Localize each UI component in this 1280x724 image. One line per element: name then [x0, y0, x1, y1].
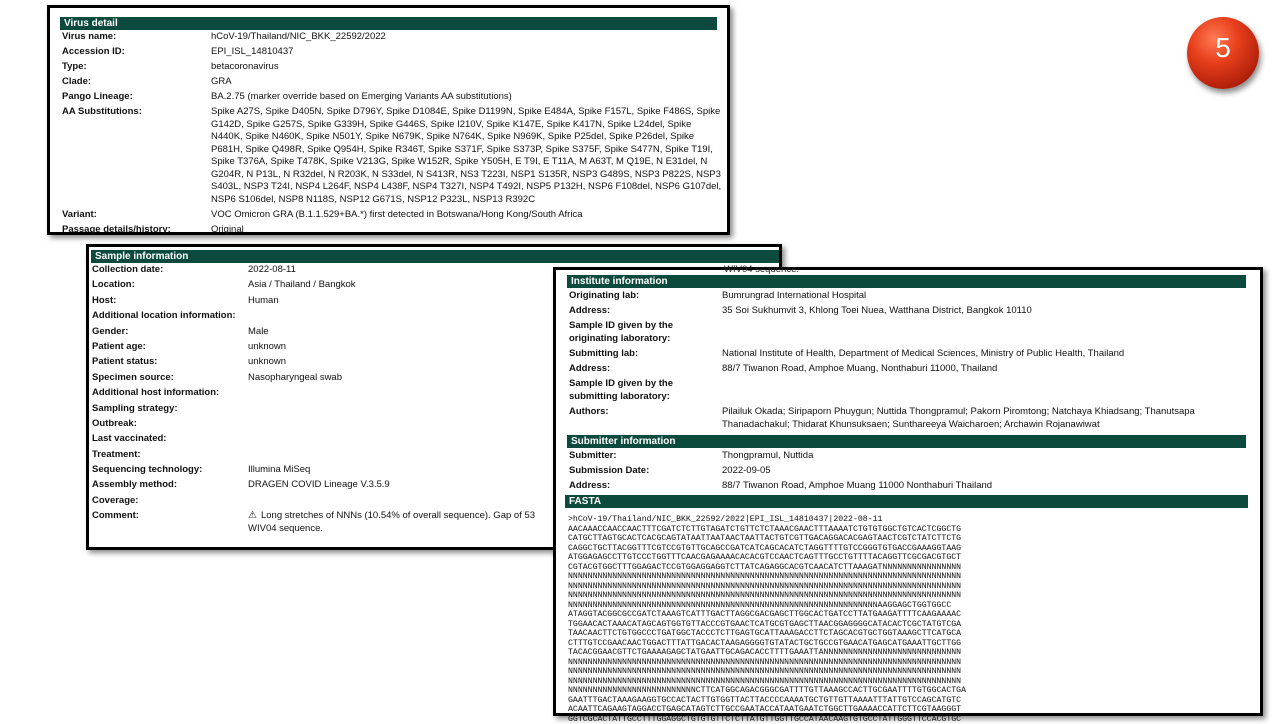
table-row: [569, 465, 1247, 480]
row-label: Additional host information:: [92, 387, 220, 399]
row-label: Submitter:: [569, 449, 617, 461]
row-value: EPI_ISL_14810437: [211, 46, 294, 57]
sequence-line: NNNNNNNNNNNNNNNNNNNNNNNNNNNNNNNNNNNNNNNNNNNNNNNNNNNNNNNNNNNNNNNNNNNNNNNNNNNNNNNN: [568, 676, 962, 686]
row-label: Collection date:: [92, 264, 164, 275]
row-value: unknown: [248, 340, 287, 352]
sequence-line: NNNNNNNNNNNNNNNNNNNNNNNNNNCTTCATGGCAGACGGGCGATTTTGTTAAAGCCACTTGCGAATTTTGTGGCACTGA: [568, 686, 966, 696]
institute-panel: [553, 264, 1263, 724]
row-value: 35 Soi Sukhumvit 3, Khlong Toei Nuea, Watthana District, Bangkok 10110: [722, 305, 1032, 317]
table-row: [569, 305, 1247, 320]
comment-text: Long stretches of NNNs (10.54% of overall sequence). Gap of 53: [260, 510, 536, 522]
sequence-line: CATGCTTAGTGCACTCACGCAGTATAATTAATAACTAATTACTGTCGTTGACAGGACACGAGTAACTCGTCTATCTTCTG: [568, 534, 962, 544]
virus-detail-table: [62, 31, 723, 239]
sequence-line: NNNNNNNNNNNNNNNNNNNNNNNNNNNNNNNNNNNNNNNNNNNNNNNNNNNNNNNNNNNNNNNNNNNNNNNNNNNNNNNN: [568, 581, 962, 591]
row-label: Submitting lab:: [569, 348, 639, 360]
table-row: [62, 224, 723, 239]
row-label: Assembly method:: [92, 479, 177, 491]
sequence-line: TACACGGAACGTTCTGAAAAGAGCTATGAATTGCAGACACCTTTTGAAATTANNNNNNNNNNNNNNNNNNNNNNNNNNNN: [568, 648, 962, 658]
row-value: 2022-08-11: [248, 264, 296, 275]
row-label: Authors:: [569, 406, 609, 418]
table-row: [569, 378, 1247, 406]
sequence-line: NNNNNNNNNNNNNNNNNNNNNNNNNNNNNNNNNNNNNNNNNNNNNNNNNNNNNNNNNNNNNNNNNNNNNNNNNNNNNNNN: [568, 657, 962, 667]
row-label: Submission Date:: [569, 465, 650, 476]
row-value: betacoronavirus: [211, 61, 279, 72]
sequence-line: NNNNNNNNNNNNNNNNNNNNNNNNNNNNNNNNNNNNNNNNNNNNNNNNNNNNNNNNNNNNNNNNNNNNNNNNNNNNNNNN: [568, 572, 962, 582]
fasta-header: FASTA: [565, 495, 1248, 508]
sample-information-header: Sample information: [91, 250, 779, 263]
row-value: BA.2.75 (marker override based on Emerging Variants AA substitutions): [211, 91, 512, 102]
submitter-information-header: Submitter information: [567, 435, 1246, 448]
row-label: Sample ID given by the originating laboratory:: [569, 320, 673, 344]
table-row: [62, 61, 723, 76]
row-value: Bumrungrad International Hospital: [722, 290, 867, 301]
sequence-line: NNNNNNNNNNNNNNNNNNNNNNNNNNNNNNNNNNNNNNNNNNNNNNNNNNNNNNNNNNNNNNNAAGGAGCTGGTGGCC: [568, 600, 952, 610]
table-row: [569, 290, 1247, 305]
sequence-line: CTTTGTCCGAACAACTGGACTTTATTGACACTAAGAGGGGTGTATACTGCTGCCGTGAACATGAGCATGAAATTGCTTGG: [568, 638, 962, 648]
table-row: [569, 320, 1247, 348]
sequence-line: CGTACGTGGCTTTGGAGACTCCGTGGAGGAGGTCTTATCAGAGGCACGTCAACATCTTAAAGATNNNNNNNNNNNNNNNN: [568, 562, 962, 572]
table-row: [569, 450, 1247, 465]
table-row: [569, 406, 1247, 434]
virus-detail-panel: [47, 5, 730, 235]
table-row: [62, 91, 723, 106]
row-value: Nasopharyngeal swab: [248, 371, 343, 383]
row-value: Human: [248, 294, 279, 306]
slide-number-badge: 5: [1187, 17, 1259, 89]
row-label: Last vaccinated:: [92, 433, 167, 445]
warning-icon: ⚠: [248, 510, 257, 522]
sequence-line: NNNNNNNNNNNNNNNNNNNNNNNNNNNNNNNNNNNNNNNNNNNNNNNNNNNNNNNNNNNNNNNNNNNNNNNNNNNNNNNN: [568, 591, 962, 601]
sequence-line: ATAGGTACGGCGCCGATCTAAAGTCATTTGACTTAGGCGACGAGCTTGGCACTGATCCTTATGAAGATTTTCAAGAAAAC: [568, 610, 962, 620]
row-value: VOC Omicron GRA (B.1.1.529+BA.*) first detected in Botswana/Hong Kong/South Africa: [211, 208, 583, 220]
sequence-line: AACAAACCAACCAACTTTCGATCTCTTGTAGATCTGTTCTCTAAACGAACTTTAAAATCTGTGTGGCTGTCACTCGGCTG: [568, 524, 962, 534]
table-row: [62, 46, 723, 61]
row-value: hCoV-19/Thailand/NIC_BKK_22592/2022: [211, 31, 386, 42]
row-value: unknown: [248, 356, 287, 368]
sequence-line: CAGGCTGCTTACGGTTTCGTCCGTGTTGCAGCCGATCATCAGCACATCTAGGTTTTGTCCGGGTGTGACCGAAAGGTAAG: [568, 543, 962, 553]
row-label: Type:: [62, 61, 87, 72]
row-value: National Institute of Health, Department of Medical Sciences, Ministry of Public Health, Thailand: [722, 348, 1125, 360]
row-value: GRA: [211, 76, 232, 87]
row-label: Virus name:: [62, 31, 117, 42]
row-label: Sampling strategy:: [92, 402, 178, 414]
row-label: Passage details/history:: [62, 223, 171, 235]
submitter-information-table: [569, 450, 1247, 496]
row-label: Gender:: [92, 325, 129, 337]
row-value: Spike A27S, Spike D405N, Spike D796Y, Spike D1084E, Spike D1199N, Spike E484A, Spike F157L, Spike F486S, Spike G142D, Spike G257S, Spike G339H, Spike G446S, Spike I210V, Spike K147E, Spike K417N, Spike L24del, Spike N440K, Spike N460K, Spike N501Y, Spike N679K, Spike N764K, Spike N969K, Spike P25del, Spike P26del, Spike P681H, Spike Q498R, Spike Q954H, Spike R346T, Spike S371F, Spike S373P, Spike S375F, Spike S477N, Spike T19I, Spike T376A, Spike T478K, Spike V213G, Spike W152R, Spike Y505H, E T9I, E T11A, M A63T, M Q19E, N E31del, N G204R, N P13L, N R32del, N R203K, N S33del, N S413R, NS3 T223I, NSP1 S135R, NSP3 G489S, NSP3 P822S, NSP3 S403L, NSP3 T24I, NSP4 L264F, NSP4 L438F, NSP4 T327I, NSP4 T492I, NSP5 P132H, NSP6 F108del, NSP6 G107del, NSP6 S106del, NSP8 N118S, NSP12 G671S, NSP12 P323L, NSP13 R392C: [211, 106, 722, 205]
row-label: Comment:: [92, 510, 139, 522]
row-label: Address:: [569, 480, 611, 492]
sequence-line: ACAATTCAGAAGTAGGACCTGAGCATAGTCTTGCCGAATACCATAATGAATCTGGCTTGAAAACCATTCTTCGTAAGGGT: [568, 705, 962, 715]
sequence-line: GAATTTGACTAAAGAAGGTGCCACTACTTGTGGTTACTTACCCCAAAATGCTGTTGTTAAAATTTATTGTCCAGCATGTC: [568, 695, 962, 705]
row-value: Original: [211, 223, 244, 235]
row-label: Originating lab:: [569, 290, 640, 301]
row-label: Patient status:: [92, 356, 158, 368]
row-label: Pango Lineage:: [62, 91, 133, 102]
row-label: Host:: [92, 294, 117, 306]
institute-information-header: Institute information: [567, 275, 1246, 288]
virus-detail-header: Virus detail: [60, 17, 717, 30]
table-row: [62, 31, 723, 46]
row-label: AA Substitutions:: [62, 106, 142, 117]
row-label: Clade:: [62, 76, 92, 87]
sequence-line: NNNNNNNNNNNNNNNNNNNNNNNNNNNNNNNNNNNNNNNNNNNNNNNNNNNNNNNNNNNNNNNNNNNNNNNNNNNNNNNN: [568, 667, 962, 677]
row-label: Patient age:: [92, 340, 146, 352]
institute-information-table: [569, 290, 1247, 434]
table-row: [569, 348, 1247, 363]
table-row: [62, 106, 723, 209]
row-value: 2022-09-05: [722, 465, 771, 476]
row-value: Illumina MiSeq: [248, 464, 311, 476]
table-row: [569, 363, 1247, 378]
row-value: 88/7 Tiwanon Road, Amphoe Muang, Nonthaburi 11000, Thailand: [722, 363, 998, 375]
row-value: Pilailuk Okada; Siripaporn Phuygun; Nuttida Thongpramul; Pakorn Piromtong; Natchaya Khiadsang; Thanutsapa Thanadachakul; Thidarat Khunsuksaen; Sunthareeya Waicharoen; Archawin Rojanawiwat: [722, 406, 1195, 430]
row-label: Sample ID given by the submitting laboratory:: [569, 378, 673, 402]
row-label: Location:: [92, 279, 135, 291]
row-label: Address:: [569, 363, 611, 375]
table-row: [569, 480, 1247, 495]
sequence-line: ATGGAGAGCCTTGTCCCTGGTTTCAACGAGAAAACACACGTCCAACTCAGTTTGCCTGTTTTACAGGTTCGCGACGTGCT: [568, 553, 962, 563]
fasta-sequence: [568, 515, 1260, 724]
overflow-text: WIV04 sequence.: [724, 264, 799, 275]
row-value: Male: [248, 325, 269, 337]
row-value: DRAGEN COVID Lineage V.3.5.9: [248, 479, 390, 491]
row-label: Additional location information:: [92, 310, 236, 322]
comment-text-2: WIV04 sequence.: [248, 522, 323, 534]
row-label: Treatment:: [92, 448, 141, 460]
row-value: Thongpramul, Nuttida: [722, 449, 814, 461]
row-label: Address:: [569, 305, 611, 317]
row-label: Accession ID:: [62, 46, 125, 57]
fasta-title-line: >hCoV-19/Thailand/NIC_BKK_22592/2022|EPI_ISL_14810437|2022-08-11: [568, 515, 883, 525]
row-label: Variant:: [62, 208, 97, 220]
row-value: 88/7 Tiwanon Road, Amphoe Muang 11000 Nonthaburi Thailand: [722, 480, 993, 492]
row-value: Asia / Thailand / Bangkok: [248, 279, 356, 291]
sequence-line: TGGAACACTAAACATAGCAGTGGTGTTACCCGTGAACTCATGCGTGAGCTTAACGGAGGGGCATACACTCGCTATGTCGA: [568, 619, 962, 629]
row-value: [722, 378, 1247, 406]
row-label: Outbreak:: [92, 417, 137, 429]
table-row: [62, 76, 723, 91]
row-value: [722, 320, 1247, 348]
row-label: Sequencing technology:: [92, 464, 203, 476]
row-label: Specimen source:: [92, 371, 174, 383]
sequence-line: GGTCGCACTATTGCCTTTGGAGGCTGTGTGTTCTCTTATGTTGGTTGCCATAACAAGTGTGCCTATTGGGTTCCACGTGC: [568, 714, 962, 724]
sequence-line: TAACAACTTCTGTGGCCCTGATGGCTACCCTCTTGAGTGCATTAAAGACCTTCTAGCACGTGCTGGTAAAGCTTCATGCA: [568, 629, 962, 639]
row-label: Coverage:: [92, 494, 139, 506]
table-row: [62, 209, 723, 224]
